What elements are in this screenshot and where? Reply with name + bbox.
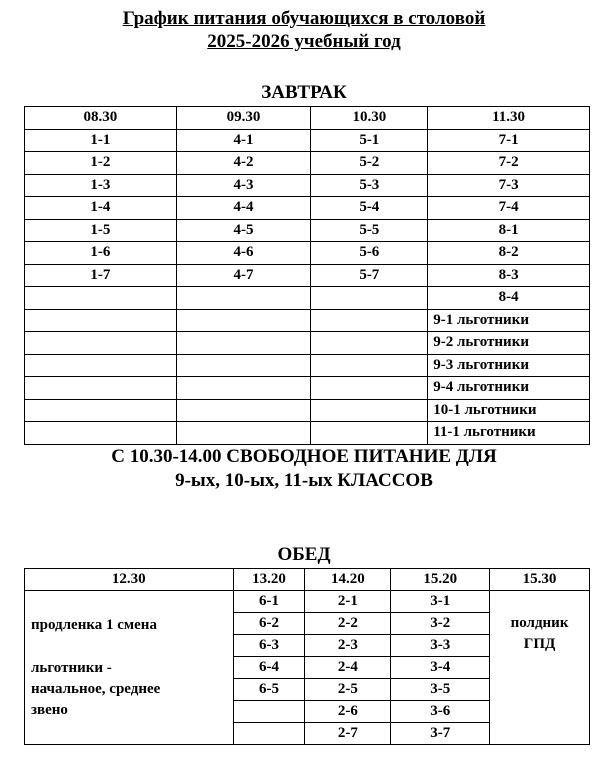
table-cell: 1-3 <box>25 174 177 197</box>
table-row <box>25 287 590 310</box>
column-header: 09.30 <box>176 107 311 130</box>
lunch-heading: ОБЕД <box>277 544 331 565</box>
table-cell: 2-1 <box>305 591 391 613</box>
table-cell: 7-2 <box>428 152 590 175</box>
table-cell <box>25 309 177 332</box>
table-cell: 2-6 <box>305 701 391 723</box>
table-cell: 2-7 <box>305 723 391 745</box>
table-row <box>25 197 590 220</box>
table-cell: 9-2 льготники <box>428 332 590 355</box>
table-cell: 4-2 <box>176 152 311 175</box>
column-header: 10.30 <box>311 107 428 130</box>
table-cell: 5-1 <box>311 129 428 152</box>
table-cell: 2-3 <box>305 635 391 657</box>
lunch-table <box>24 568 590 745</box>
beneficiaries-text: звено <box>31 702 68 718</box>
table-cell: 1-4 <box>25 197 177 220</box>
table-cell: 1-6 <box>25 242 177 265</box>
table-cell <box>25 332 177 355</box>
breakfast-table <box>24 106 590 445</box>
table-cell: 5-2 <box>311 152 428 175</box>
column-header: 13.20 <box>233 569 305 591</box>
table-row <box>25 399 590 422</box>
table-cell: 3-4 <box>391 657 490 679</box>
table-row <box>25 174 590 197</box>
table-header-row <box>25 569 590 591</box>
table-cell: 5-6 <box>311 242 428 265</box>
table-cell: 8-2 <box>428 242 590 265</box>
table-cell <box>25 287 177 310</box>
table-cell: 4-6 <box>176 242 311 265</box>
table-row <box>25 242 590 265</box>
column-header: 15.20 <box>391 569 490 591</box>
beneficiaries-text: начальное, среднее <box>31 681 161 697</box>
table-cell: 11-1 льготники <box>428 422 590 445</box>
table-cell <box>25 399 177 422</box>
table-cell: 3-1 <box>391 591 490 613</box>
table-cell <box>176 422 311 445</box>
table-cell <box>176 377 311 400</box>
table-cell: 3-3 <box>391 635 490 657</box>
table-cell: 8-3 <box>428 264 590 287</box>
afternoon-snack-text: полдник <box>510 615 569 631</box>
table-cell: 5-4 <box>311 197 428 220</box>
table-cell <box>311 332 428 355</box>
table-cell <box>311 399 428 422</box>
table-cell: 1-2 <box>25 152 177 175</box>
table-row <box>25 591 590 613</box>
table-cell <box>176 399 311 422</box>
table-cell: 4-4 <box>176 197 311 220</box>
table-cell: 7-3 <box>428 174 590 197</box>
table-cell <box>25 422 177 445</box>
table-cell: 9-3 льготники <box>428 354 590 377</box>
table-cell <box>176 332 311 355</box>
table-row <box>25 422 590 445</box>
column-header: 11.30 <box>428 107 590 130</box>
table-cell: 8-4 <box>428 287 590 310</box>
table-cell: 3-7 <box>391 723 490 745</box>
extended-day-text: продленка 1 смена <box>31 617 157 633</box>
table-cell <box>233 701 305 723</box>
table-cell: 3-2 <box>391 613 490 635</box>
table-cell: 5-5 <box>311 219 428 242</box>
table-cell: 4-7 <box>176 264 311 287</box>
free-meal-line-2: 9-ых, 10-ых, 11-ых КЛАССОВ <box>175 470 433 491</box>
table-cell: 3-5 <box>391 679 490 701</box>
table-row <box>25 264 590 287</box>
breakfast-heading: ЗАВТРАК <box>261 82 347 103</box>
column-header: 08.30 <box>25 107 177 130</box>
table-cell: 6-2 <box>233 613 305 635</box>
table-cell <box>176 354 311 377</box>
table-cell: 7-1 <box>428 129 590 152</box>
table-cell <box>311 287 428 310</box>
table-cell: 4-3 <box>176 174 311 197</box>
table-row <box>25 309 590 332</box>
table-row <box>25 354 590 377</box>
table-cell: 10-1 льготники <box>428 399 590 422</box>
table-cell: 8-1 <box>428 219 590 242</box>
table-cell: 6-5 <box>233 679 305 701</box>
table-cell <box>25 377 177 400</box>
table-cell: 2-5 <box>305 679 391 701</box>
table-row <box>25 219 590 242</box>
table-cell: 7-4 <box>428 197 590 220</box>
table-header-row <box>25 107 590 130</box>
table-cell: 6-3 <box>233 635 305 657</box>
table-cell <box>176 287 311 310</box>
afternoon-snack-cell <box>490 591 590 745</box>
table-cell: 3-6 <box>391 701 490 723</box>
table-cell: 9-4 льготники <box>428 377 590 400</box>
table-cell <box>311 354 428 377</box>
table-cell: 2-2 <box>305 613 391 635</box>
table-cell: 6-4 <box>233 657 305 679</box>
lunch-groups-cell <box>25 591 234 745</box>
table-cell <box>25 354 177 377</box>
document-title: График питания обучающихся в столовой <box>122 8 486 29</box>
table-cell: 1-5 <box>25 219 177 242</box>
table-row <box>25 332 590 355</box>
table-cell <box>311 422 428 445</box>
table-row <box>25 129 590 152</box>
table-cell <box>311 377 428 400</box>
column-header: 15.30 <box>490 569 590 591</box>
table-cell: 4-5 <box>176 219 311 242</box>
table-cell: 5-7 <box>311 264 428 287</box>
table-cell: 1-1 <box>25 129 177 152</box>
column-header: 12.30 <box>25 569 234 591</box>
school-year: 2025-2026 учебный год <box>207 31 401 52</box>
table-cell: 1-7 <box>25 264 177 287</box>
table-cell <box>311 309 428 332</box>
table-cell: 5-3 <box>311 174 428 197</box>
table-row <box>25 377 590 400</box>
table-cell: 4-1 <box>176 129 311 152</box>
table-cell: 6-1 <box>233 591 305 613</box>
beneficiaries-text: льготники - <box>31 660 112 676</box>
table-row <box>25 152 590 175</box>
afternoon-snack-group: ГПД <box>523 636 556 652</box>
column-header: 14.20 <box>305 569 391 591</box>
table-cell <box>233 723 305 745</box>
table-cell <box>176 309 311 332</box>
table-cell: 2-4 <box>305 657 391 679</box>
table-cell: 9-1 льготники <box>428 309 590 332</box>
free-meal-line-1: С 10.30-14.00 СВОБОДНОЕ ПИТАНИЕ ДЛЯ <box>111 446 497 467</box>
